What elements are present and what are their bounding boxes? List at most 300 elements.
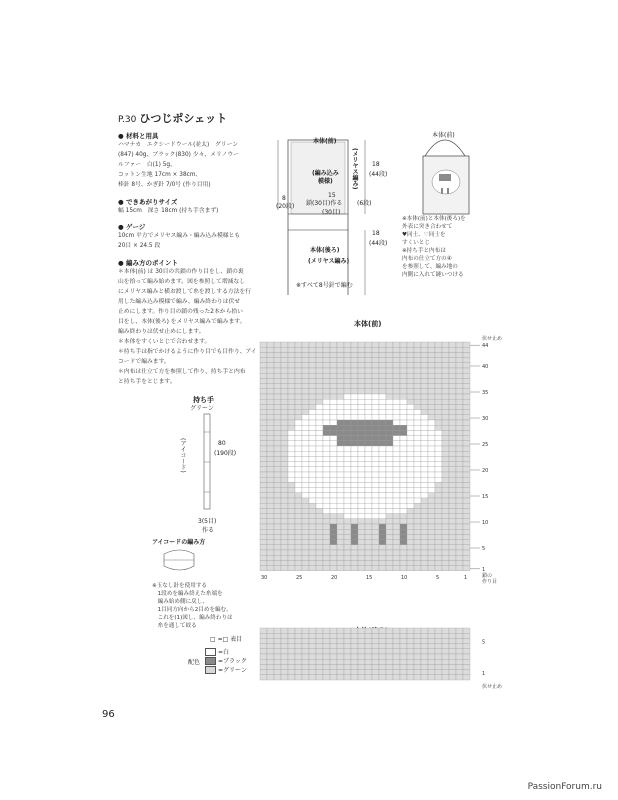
chart-cell xyxy=(463,352,470,357)
chart-cell xyxy=(330,524,337,529)
chart-cell xyxy=(295,368,302,373)
chart-cell xyxy=(358,456,365,461)
chart-cell xyxy=(295,503,302,508)
chart-cell xyxy=(288,482,295,487)
chart-cell xyxy=(274,358,281,363)
chart-cell xyxy=(442,566,449,571)
chart-cell xyxy=(463,524,470,529)
chart-cell xyxy=(428,415,435,420)
chart-cell xyxy=(302,446,309,451)
chart-cell xyxy=(274,503,281,508)
chart-cell xyxy=(372,404,379,409)
chart-cell xyxy=(379,399,386,404)
chart-cell xyxy=(288,644,295,649)
chart-cell xyxy=(316,384,323,389)
chart-cell xyxy=(442,498,449,503)
chart-cell xyxy=(316,477,323,482)
chart-cell xyxy=(288,404,295,409)
chart-cell xyxy=(456,498,463,503)
chart-cell xyxy=(414,363,421,368)
chart-cell xyxy=(309,644,316,649)
chart-row-number: 30 xyxy=(482,416,489,422)
chart-cell xyxy=(344,534,351,539)
chart-cell xyxy=(386,529,393,534)
chart-cell xyxy=(435,482,442,487)
chart-cell xyxy=(428,628,435,633)
chart-cell xyxy=(365,649,372,654)
chart-cell xyxy=(372,644,379,649)
chart-cell xyxy=(344,404,351,409)
chart-cell xyxy=(379,477,386,482)
chart-cell xyxy=(463,446,470,451)
chart-cell xyxy=(400,446,407,451)
chart-cell xyxy=(435,384,442,389)
chart-cell xyxy=(463,373,470,378)
rows-top: (44段) xyxy=(369,171,388,178)
chart-cell xyxy=(372,659,379,664)
chart-cell xyxy=(442,384,449,389)
chart-cell xyxy=(386,368,393,373)
chart-cell xyxy=(358,363,365,368)
chart-cell xyxy=(407,472,414,477)
chart-cell xyxy=(463,519,470,524)
chart-cell xyxy=(463,477,470,482)
chart-cell xyxy=(267,633,274,638)
chart-cell xyxy=(351,462,358,467)
chart-cell xyxy=(386,675,393,680)
chart-cell xyxy=(414,462,421,467)
chart-cell xyxy=(330,644,337,649)
chart-cell xyxy=(386,378,393,383)
chart-cell xyxy=(309,550,316,555)
chart-cell xyxy=(288,368,295,373)
chart-cell xyxy=(260,373,267,378)
chart-cell xyxy=(358,384,365,389)
chart-cell xyxy=(421,436,428,441)
chart-cell xyxy=(337,524,344,529)
points-text xyxy=(118,267,257,387)
chart-cell xyxy=(281,675,288,680)
chart-cell xyxy=(421,670,428,675)
chart-cell xyxy=(365,477,372,482)
chart-cell xyxy=(267,352,274,357)
chart-cell xyxy=(407,524,414,529)
chart-cell xyxy=(365,534,372,539)
chart-cell xyxy=(456,467,463,472)
chart-cell xyxy=(344,545,351,550)
chart-cell xyxy=(260,446,267,451)
chart-cell xyxy=(407,638,414,643)
chart-cell xyxy=(449,368,456,373)
chart-cell xyxy=(316,467,323,472)
chart-cell xyxy=(421,477,428,482)
chart-cell xyxy=(400,633,407,638)
chart-cell xyxy=(414,451,421,456)
chart-cell xyxy=(295,462,302,467)
chart-cell xyxy=(288,654,295,659)
chart-cell xyxy=(302,477,309,482)
chart-cell xyxy=(330,659,337,664)
chart-cell xyxy=(281,378,288,383)
chart-cell xyxy=(393,404,400,409)
chart-cell xyxy=(351,368,358,373)
chart-cell xyxy=(309,529,316,534)
chart-cell xyxy=(358,441,365,446)
chart-cell xyxy=(323,358,330,363)
chart-cell xyxy=(442,456,449,461)
chart-cell xyxy=(456,560,463,565)
chart-cell xyxy=(337,508,344,513)
chart-cell xyxy=(435,550,442,555)
chart-cell xyxy=(449,654,456,659)
chart-cell xyxy=(435,675,442,680)
chart-cell xyxy=(379,529,386,534)
chart-cell xyxy=(372,420,379,425)
chart-cell xyxy=(267,358,274,363)
chart-cell xyxy=(337,425,344,430)
chart-cell xyxy=(309,394,316,399)
chart-cell xyxy=(435,436,442,441)
chart-cell xyxy=(358,514,365,519)
chart-cell xyxy=(407,555,414,560)
chart-cell xyxy=(435,560,442,565)
chart-cell xyxy=(421,498,428,503)
chart-cell xyxy=(344,493,351,498)
chart-cell xyxy=(379,472,386,477)
chart-cell xyxy=(386,540,393,545)
chart-cell xyxy=(288,363,295,368)
chart-cell xyxy=(435,394,442,399)
chart-cell xyxy=(323,347,330,352)
chart-cell xyxy=(260,654,267,659)
chart-cell xyxy=(456,488,463,493)
chart-cell xyxy=(260,399,267,404)
chart-cell xyxy=(337,560,344,565)
chart-cell xyxy=(407,368,414,373)
chart-cell xyxy=(379,373,386,378)
chart-cell xyxy=(330,498,337,503)
chart-cell xyxy=(330,404,337,409)
chart-cell xyxy=(449,638,456,643)
chart-cell xyxy=(274,394,281,399)
chart-cell xyxy=(379,482,386,487)
chart-cell xyxy=(407,675,414,680)
chart-cell xyxy=(414,378,421,383)
chart-cell xyxy=(330,451,337,456)
chart-cell xyxy=(386,503,393,508)
chart-cell xyxy=(442,555,449,560)
chart-cell xyxy=(344,462,351,467)
chart-cell xyxy=(393,436,400,441)
chart-cell xyxy=(351,524,358,529)
chart-cell xyxy=(344,420,351,425)
chart-cell xyxy=(386,436,393,441)
chart-cell xyxy=(463,503,470,508)
chart-cell xyxy=(316,534,323,539)
chart-cell xyxy=(295,519,302,524)
chart-cell xyxy=(372,394,379,399)
chart-cell xyxy=(421,368,428,373)
chart-cell xyxy=(295,352,302,357)
chart-cell xyxy=(449,446,456,451)
chart-cell xyxy=(400,493,407,498)
chart-cell xyxy=(288,436,295,441)
chart-cell xyxy=(295,363,302,368)
chart-cell xyxy=(281,545,288,550)
chart-cell xyxy=(421,529,428,534)
chart-cell xyxy=(281,560,288,565)
chart-cell xyxy=(421,430,428,435)
chart-cell xyxy=(421,394,428,399)
chart-cell xyxy=(449,644,456,649)
chart-cell xyxy=(302,399,309,404)
chart-cell xyxy=(365,514,372,519)
chart-cell xyxy=(386,664,393,669)
chart-cell xyxy=(274,404,281,409)
chart-cell xyxy=(442,514,449,519)
chart-cell xyxy=(456,456,463,461)
chart-cell xyxy=(351,675,358,680)
chart-cell xyxy=(435,654,442,659)
chart-cell xyxy=(295,524,302,529)
chart-cell xyxy=(330,373,337,378)
chart-cell xyxy=(463,389,470,394)
chart-cell xyxy=(316,498,323,503)
chart-cell xyxy=(330,415,337,420)
chart-cell xyxy=(302,378,309,383)
chart-cell xyxy=(358,488,365,493)
chart-cell xyxy=(442,664,449,669)
chart-cell xyxy=(351,488,358,493)
chart-cell xyxy=(463,358,470,363)
chart-cell xyxy=(358,566,365,571)
chart-cell xyxy=(295,373,302,378)
chart-cell xyxy=(316,560,323,565)
chart-cell xyxy=(288,493,295,498)
chart-cell xyxy=(414,524,421,529)
chart-cell xyxy=(379,654,386,659)
chart-cell xyxy=(463,404,470,409)
chart-cell xyxy=(316,441,323,446)
chart-cell xyxy=(400,488,407,493)
chart-cell xyxy=(295,342,302,347)
chart-cell xyxy=(302,352,309,357)
chart-cell xyxy=(316,493,323,498)
chart-cell xyxy=(393,446,400,451)
chart-cell xyxy=(421,675,428,680)
chart-cell xyxy=(421,503,428,508)
chart-cell xyxy=(400,394,407,399)
chart-cell xyxy=(421,363,428,368)
chart-cell xyxy=(435,430,442,435)
chart-cell xyxy=(351,430,358,435)
chart-cell xyxy=(337,519,344,524)
chart-cell xyxy=(414,628,421,633)
points.lines-line: 編み終わりは伏せ止めにします。 xyxy=(118,329,205,335)
chart-cell xyxy=(435,628,442,633)
chart-cell xyxy=(351,529,358,534)
chart-cell xyxy=(365,675,372,680)
chart-cell xyxy=(260,633,267,638)
chart-cell xyxy=(323,477,330,482)
chart-cell xyxy=(344,540,351,545)
chart-cell xyxy=(463,482,470,487)
chart-cell xyxy=(414,555,421,560)
chart-cell xyxy=(400,659,407,664)
chart-cell xyxy=(372,467,379,472)
chart-cell xyxy=(330,633,337,638)
chart-cell xyxy=(386,644,393,649)
chart-cell xyxy=(302,498,309,503)
chart-cell xyxy=(337,493,344,498)
chart-cell xyxy=(267,373,274,378)
chart-cell xyxy=(288,488,295,493)
chart-cell xyxy=(358,446,365,451)
chart-cell xyxy=(302,410,309,415)
chart-col-number: 10 xyxy=(401,574,408,581)
chart-cell xyxy=(337,534,344,539)
chart-cell xyxy=(365,363,372,368)
chart-cell xyxy=(295,555,302,560)
chart-cell xyxy=(365,670,372,675)
chart-cell xyxy=(337,456,344,461)
chart-cell xyxy=(442,420,449,425)
chart-cell xyxy=(302,659,309,664)
chart-cell xyxy=(302,347,309,352)
chart-cell xyxy=(358,628,365,633)
chart-cell xyxy=(330,410,337,415)
chart-cell xyxy=(337,394,344,399)
chart-cell xyxy=(456,670,463,675)
chart-cell xyxy=(309,477,316,482)
chart-cell xyxy=(323,399,330,404)
legend-label: =グリーン xyxy=(218,667,247,674)
chart-cell xyxy=(372,415,379,420)
chart-cell xyxy=(316,389,323,394)
chart-cell xyxy=(386,566,393,571)
chart-cell xyxy=(393,555,400,560)
materials.lines-line: (847) 40g、ブラック(830) 少々、メリノウー xyxy=(118,152,239,158)
chart-cell xyxy=(358,425,365,430)
chart-cell xyxy=(456,347,463,352)
chart-cell xyxy=(393,560,400,565)
chart-cell xyxy=(400,373,407,378)
chart-cell xyxy=(323,664,330,669)
chart-cell xyxy=(267,545,274,550)
chart-cell xyxy=(267,472,274,477)
chart-cell xyxy=(337,545,344,550)
chart-cell xyxy=(344,394,351,399)
chart-cell xyxy=(379,342,386,347)
chart-cell xyxy=(288,649,295,654)
chart-cell xyxy=(260,415,267,420)
chart-cell xyxy=(386,384,393,389)
gauge-section: ● ゲージ 10cm 平方でメリヤス編み・編み込み模様とも 20目 × 24.5 段 xyxy=(118,223,241,249)
chart-cell xyxy=(344,675,351,680)
chart-cell xyxy=(323,493,330,498)
chart-cell xyxy=(449,467,456,472)
chart-cell xyxy=(393,659,400,664)
chart-cell xyxy=(323,363,330,368)
chart-cell xyxy=(456,404,463,409)
chart-cell xyxy=(442,654,449,659)
chart-cell xyxy=(260,389,267,394)
chart-cell xyxy=(330,560,337,565)
chart-cell xyxy=(449,675,456,680)
chart-cell xyxy=(323,566,330,571)
chart-cell xyxy=(463,342,470,347)
chart-cell xyxy=(309,378,316,383)
chart-cell xyxy=(288,628,295,633)
chart-cell xyxy=(288,378,295,383)
chart-col-number: 25 xyxy=(296,574,303,581)
chart-cell xyxy=(274,368,281,373)
chart-cell xyxy=(449,347,456,352)
chart-cell xyxy=(372,534,379,539)
chart-cell xyxy=(274,399,281,404)
chart-cell xyxy=(316,352,323,357)
chart-cell xyxy=(309,628,316,633)
chart-cell xyxy=(316,503,323,508)
chart-cell xyxy=(386,363,393,368)
chart-cell xyxy=(295,347,302,352)
chart-cast-on-label: 鎖の xyxy=(482,572,493,579)
chart-cell xyxy=(337,347,344,352)
chart-cell xyxy=(449,560,456,565)
chart-cell xyxy=(295,404,302,409)
chart-cell xyxy=(267,555,274,560)
chart-cell xyxy=(372,352,379,357)
chart-cell xyxy=(449,472,456,477)
handle-color: グリーン xyxy=(190,405,214,412)
chart-cell xyxy=(323,482,330,487)
materials.lines-line: ルファー 白(1) 5g、 xyxy=(118,162,176,168)
chart-cell xyxy=(393,477,400,482)
chart-cell xyxy=(358,420,365,425)
chart-cell xyxy=(393,519,400,524)
cast-on-label: 鎖(30目)作る xyxy=(306,200,343,207)
chart-cell xyxy=(442,363,449,368)
materials.lines-line: コットン生地 17cm × 38cm、 xyxy=(118,172,202,178)
chart-cell xyxy=(281,529,288,534)
chart-cell xyxy=(414,358,421,363)
chart-cell xyxy=(365,467,372,472)
chart-cell xyxy=(379,649,386,654)
chart-cell xyxy=(463,534,470,539)
chart-cell xyxy=(288,670,295,675)
points.lines-line: 山を拾って編み始めます。図を参照して増減なし xyxy=(118,279,246,285)
chart-cell xyxy=(330,529,337,534)
chart-cell xyxy=(260,550,267,555)
chart-cell xyxy=(260,649,267,654)
chart-cell xyxy=(302,545,309,550)
chart-cell xyxy=(274,425,281,430)
chart-cell xyxy=(351,514,358,519)
chart-cell xyxy=(309,514,316,519)
chart-cell xyxy=(267,441,274,446)
chart-cell xyxy=(400,566,407,571)
chart-cell xyxy=(274,560,281,565)
chart-cell xyxy=(309,540,316,545)
chart-cell xyxy=(407,399,414,404)
chart-cell xyxy=(386,670,393,675)
chart-cell xyxy=(295,649,302,654)
chart-cell xyxy=(260,425,267,430)
chart-cell xyxy=(302,425,309,430)
chart-cell xyxy=(386,488,393,493)
chart-cell xyxy=(456,352,463,357)
chart-cell xyxy=(456,675,463,680)
